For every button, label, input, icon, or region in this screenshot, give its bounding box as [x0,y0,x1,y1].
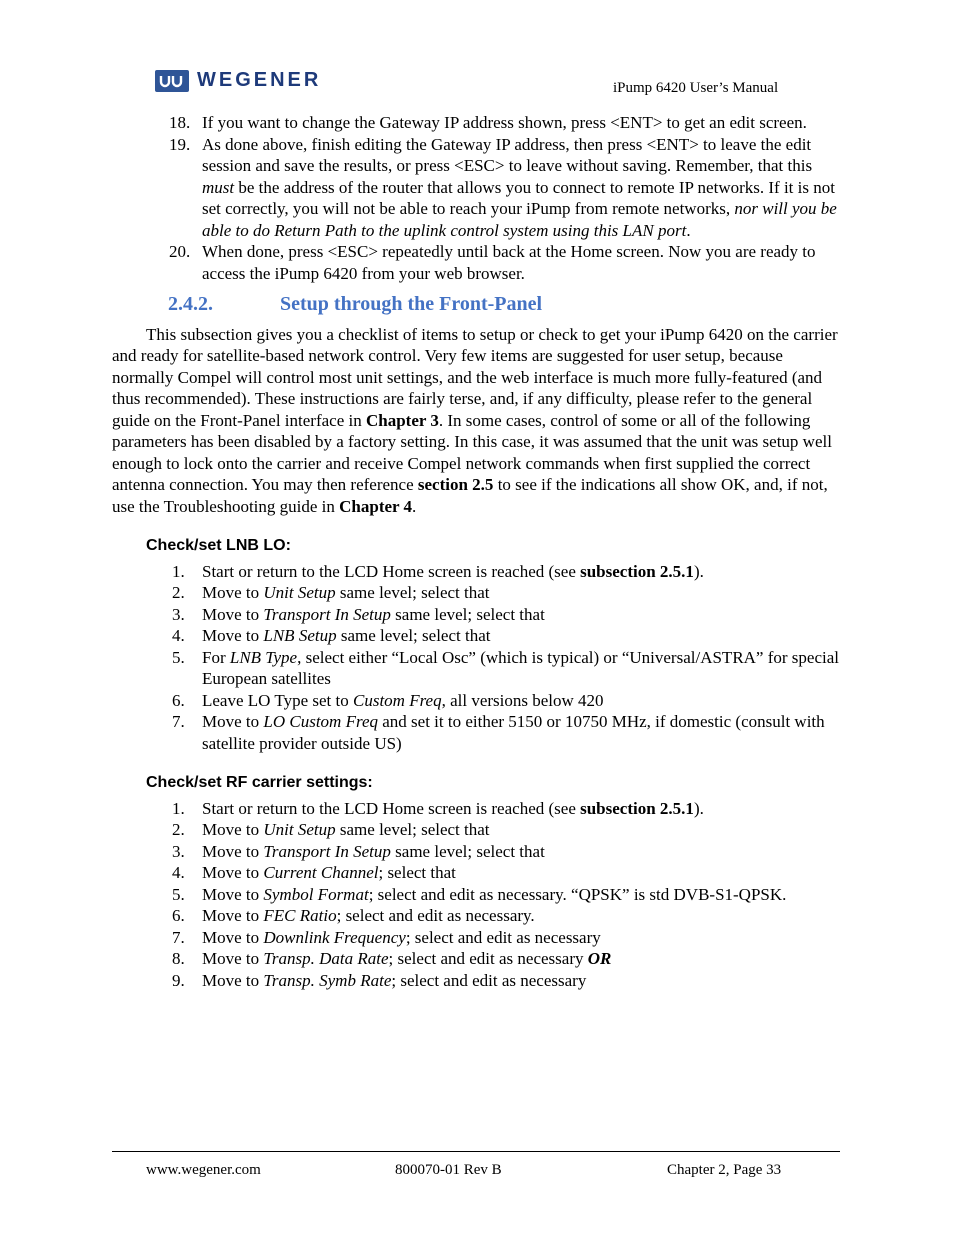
footer-page-number: Chapter 2, Page 33 [667,1162,782,1178]
text-run: Move to [202,604,264,624]
text-run: ; select and edit as necessary [388,949,588,968]
text-run: same level; select that [335,583,490,602]
lnb-steps-list [112,561,842,755]
wegener-logo [155,68,321,94]
text-run: ; select and edit as necessary [391,970,587,990]
list-item [112,819,842,841]
list-item-number: 2. [172,583,185,602]
italic-text: Custom Freq [352,690,442,710]
list-item [112,970,842,992]
text-run: be the address of the router that allows you to connect to remote IP networks. If it is not set correctly, you will not be able to reach your iPump from remote networks, [202,177,835,218]
text-run: For [202,647,230,667]
italic-text: Unit Setup [263,820,336,839]
footer-doc-number: 800070-01 Rev B [395,1162,502,1178]
text-run: . [412,496,417,516]
text-run: As done above, finish editing the Gateway IP address, then press <ENT> to leave the edit session and save the results, or press <ESC> to leave without saving. Remember, that this [202,134,813,175]
list-item [112,625,842,647]
italic-text: LNB Setup [263,626,337,645]
list-item-number: 1. [172,561,185,581]
section-heading [168,294,842,316]
bold-text: subsection 2.5.1 [580,561,694,581]
text-run: ; select that [378,863,456,882]
text-run: When done, press <ESC> repeatedly until back at the Home screen. Now you are ready to access the iPump 6420 from your web browser. [202,242,816,283]
list-item [112,905,842,927]
list-item-number: 3. [172,604,185,624]
text-run: , select either “Local Osc” (which is typical) or “Universal/ASTRA” for special European satellites [202,647,840,688]
text-run: Move to [202,970,264,990]
continued-steps-list [112,112,842,284]
rf-heading: Check/set RF carrier settings: [146,774,373,791]
italic-text: Symbol Format [263,884,369,904]
text-run: ; select and edit as necessary [405,927,601,947]
italic-text: Transp. Symb Rate [263,970,392,990]
list-item-number: 7. [172,712,185,731]
text-run: same level; select that [335,820,490,839]
italic-text: Transp. Data Rate [263,949,389,968]
italic-text: Current Channel [263,863,379,882]
list-item-number: 20. [169,242,191,261]
list-item-number: 7. [172,927,185,947]
list-item-number: 6. [172,906,185,925]
italic-text: Transport In Setup [263,841,391,861]
page-body [112,112,842,991]
text-run: , all versions below 420 [441,690,604,710]
list-item-number: 1. [172,798,185,818]
list-item [112,604,842,626]
bold-text: section 2.5 [417,475,494,494]
italic-text: LNB Type [229,647,298,667]
list-item [112,690,842,712]
text-run: This subsection gives you a checklist of items to setup or check to get your iPump 6420 on the carrier and ready for satellite-based network control. Very few items are suggested for user setup, because normally Compel will control most unit settings, and the web interface is much more fully-featured (and thus recommended). These instructions are fairly terse, and, if any difficulty, please refer to the general guide on the Front-Panel interface in [112,324,838,430]
text-run: . [686,220,691,240]
wegener-mark-icon [159,74,185,88]
brand-name: WEGENER [197,69,322,92]
list-item-number: 4. [172,863,185,882]
text-run: Move to [202,712,264,731]
text-run: ; select and edit as necessary. [336,906,535,925]
italic-text: nor will you be able to do Return Path to the uplink control system using this LAN port [202,199,837,240]
list-item [112,798,842,820]
list-item-number: 5. [172,647,185,667]
lnb-heading: Check/set LNB LO: [146,537,291,554]
footer-website: www.wegener.com [146,1162,261,1178]
text-run: ; select and edit as necessary. “QPSK” is std DVB-S1-QPSK. [368,884,787,904]
rf-steps-list [112,798,842,992]
wegener-logo-mark [155,70,189,92]
text-run: same level; select that [390,841,545,861]
footer-rule [112,1151,840,1152]
list-item [112,948,842,970]
list-item-number: 5. [172,884,185,904]
list-item [112,647,842,690]
text-run: ). [693,561,704,581]
list-item [112,582,842,604]
text-run: Move to [202,841,264,861]
manual-title: iPump 6420 User’s Manual [613,80,779,96]
section-title: Setup through the Front-Panel [280,293,543,315]
list-item-number: 4. [172,626,185,645]
italic-text: LO Custom Freq [263,712,378,731]
text-run: If you want to change the Gateway IP address shown, press <ENT> to get an edit screen. [202,113,807,132]
bold-text: Chapter 3 [365,410,439,430]
bold-italic-text: OR [587,949,612,968]
list-item-number: 18. [169,113,191,132]
list-item-number: 2. [172,820,185,839]
list-item-number: 6. [172,690,185,710]
italic-text: Downlink Frequency [263,927,406,947]
list-item-number: 19. [169,134,191,154]
text-run: Move to [202,906,264,925]
text-run: . In some cases, control of some or all of the following parameters has been disabled by a factory setting. In this case, it was assumed that the unit was setup well enough to lock onto the carrier and receive Compel network commands when first supplied the correct antenna connection. You may then reference [112,410,832,494]
italic-text: must [202,177,235,197]
section-number: 2.4.2. [168,293,213,315]
text-run: Leave LO Type set to [202,690,353,710]
italic-text: Transport In Setup [263,604,391,624]
list-item [112,927,842,949]
text-run: Move to [202,820,264,839]
text-run: to see if the indications all show OK, and, if not, use the Troubleshooting guide in [112,475,828,516]
list-item [112,241,842,284]
italic-text: Unit Setup [263,583,336,602]
list-item [112,862,842,884]
text-run: Move to [202,583,264,602]
list-item [112,841,842,863]
bold-text: Chapter 4 [339,496,413,516]
text-run: Start or return to the LCD Home screen is reached (see [202,561,581,581]
bold-text: subsection 2.5.1 [580,798,694,818]
list-item [112,134,842,242]
list-item [112,561,842,583]
text-run: Move to [202,927,264,947]
text-run: Move to [202,884,264,904]
list-item-number: 8. [172,949,185,968]
text-run: Move to [202,949,264,968]
text-run: Move to [202,626,264,645]
text-run: same level; select that [390,604,545,624]
text-run: and set it to either 5150 or 10750 MHz, if domestic (consult with satellite provider outside US) [202,712,825,753]
list-item-number: 3. [172,841,185,861]
text-run: Start or return to the LCD Home screen is reached (see [202,798,581,818]
italic-text: FEC Ratio [263,906,337,925]
list-item [112,711,842,754]
intro-paragraph [112,324,842,518]
list-item [112,112,842,134]
list-item-number: 9. [172,970,185,990]
text-run: Move to [202,863,264,882]
list-item [112,884,842,906]
text-run: ). [693,798,704,818]
text-run: same level; select that [336,626,491,645]
